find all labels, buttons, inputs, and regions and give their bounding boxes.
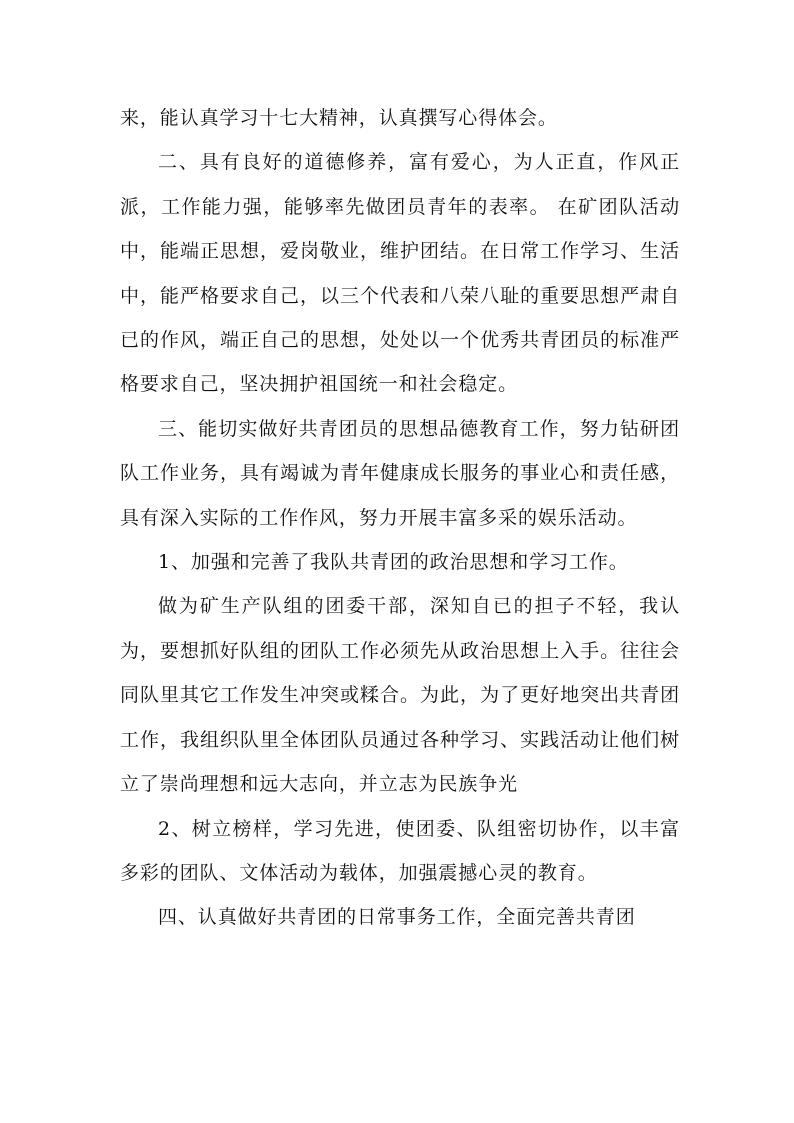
paragraph-6: 2、树立榜样，学习先进，使团委、队组密切协作，以丰富多彩的团队、文体活动为载体，加强震撼心灵的教育。 — [120, 817, 680, 884]
paragraph-4: 1、加强和完善了我队共青团的政治思想和学习工作。 — [158, 551, 629, 574]
paragraph-1: 来，能认真学习十七大精神，认真撰写心得体会。 — [120, 107, 558, 129]
paragraph-5: 做为矿生产队组的团委干部，深知自已的担子不轻，我认为，要想抓好队组的团队工作必须先从政治思想上入手。往往会同队里其它工作发生冲突或糅合。为此，为了更好地突出共青团工作，我组织队里全体团队员通过各种学习、实践活动让他们树立了崇尚理想和远大志向，并立志为民族争光 — [120, 595, 680, 796]
paragraph-3: 三、能切实做好共青团员的思想品德教育工作，努力钻研团队工作业务，具有竭诚为青年健康成长服务的事业心和责任感，具有深入实际的工作作风，努力开展丰富多采的娱乐活动。 — [120, 417, 680, 529]
document-body — [120, 96, 680, 940]
paragraph-7: 四、认真做好共青团的日常事务工作，全面完善共青团 — [158, 906, 636, 929]
paragraph-2: 二、具有良好的道德修养，富有爱心，为人正直，作风正派，工作能力强，能够率先做团员青年的表率。 在矿团队活动中，能端正思想，爱岗敬业，维护团结。在日常工作学习、生活中，能严格要求自己，以三个代表和八荣八耻的重要思想严肃自已的作风，端正自己的思想，处处以一个优秀共青团员的标准严格要求自己，坚决拥护祖国统一和社会稳定。 — [120, 151, 680, 396]
